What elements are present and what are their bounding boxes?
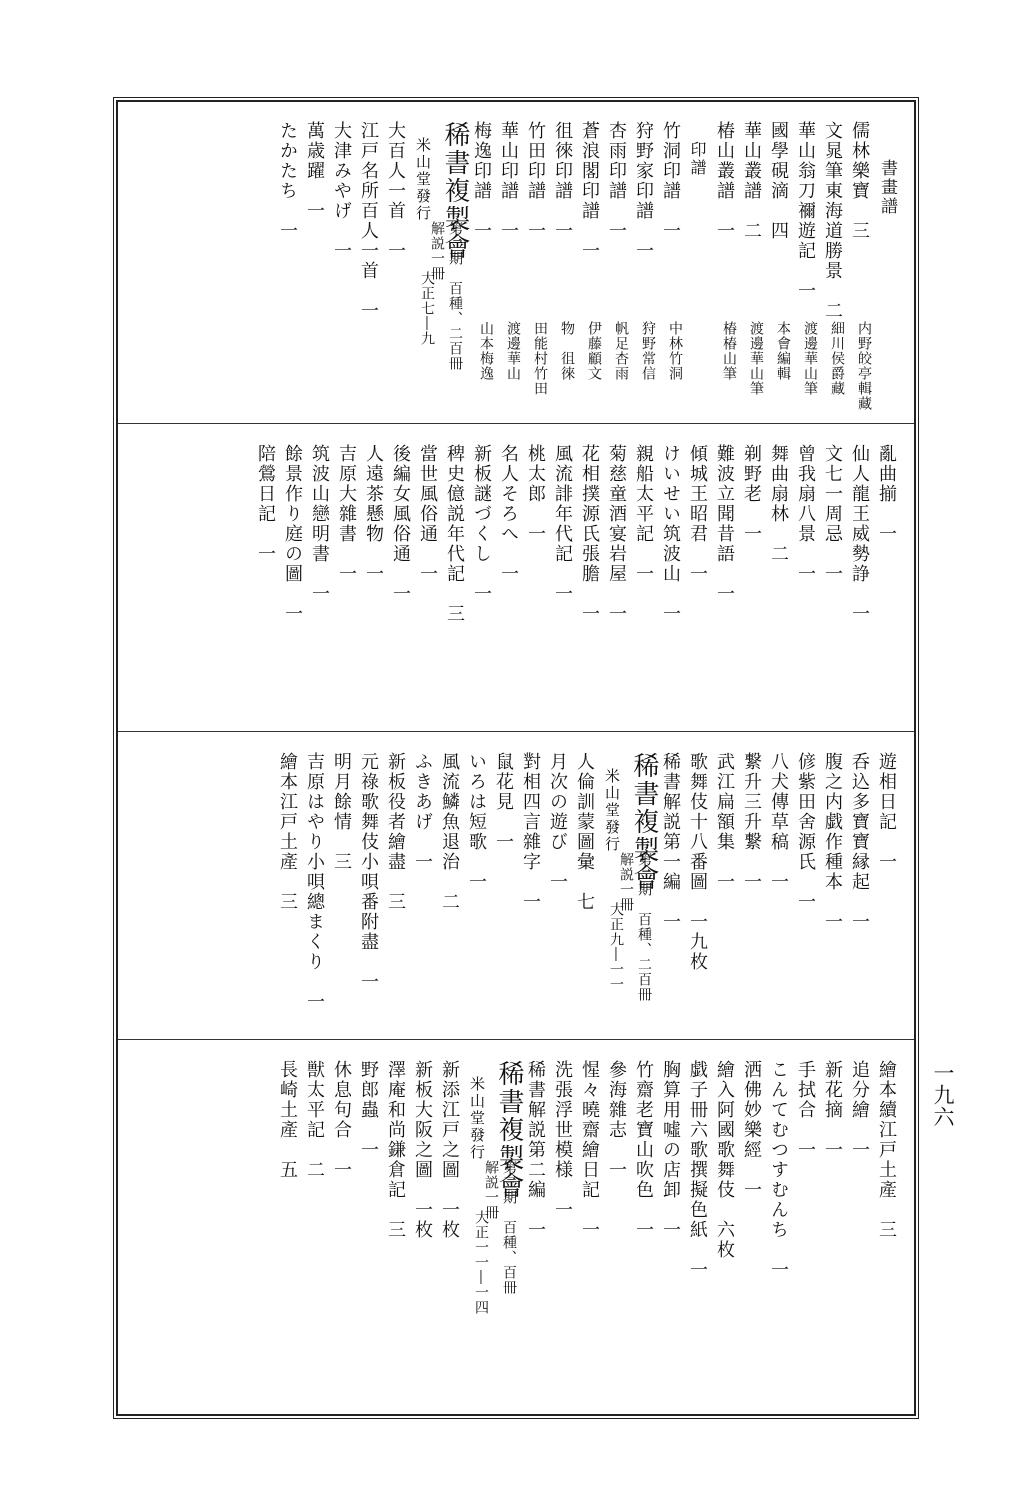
entry-title: 追分繪 一 (849, 1060, 870, 1160)
entry-title: 風流誹年代記 一 (552, 444, 573, 604)
entry-title: 遊相日記 一 (876, 752, 897, 872)
entry-annotation: 渡邊華山 (505, 321, 521, 381)
entry-title: 繋升三升繋 一 (741, 752, 762, 892)
entry-title: 文晁筆東海道勝景 二 (822, 121, 843, 321)
entry-title: 華山印譜 一 (498, 121, 519, 241)
catalog-entry (522, 121, 549, 411)
entry-title: 戯子冊六歌撰擬色紙 一 (687, 1060, 708, 1280)
entry-title: 書畫譜 (877, 159, 897, 216)
catalog-entry (846, 752, 873, 1042)
entry-title: 稀書複製會 (494, 1060, 524, 1200)
catalog-entry (630, 1060, 657, 1350)
catalog-entry (846, 121, 873, 411)
catalog-entry (765, 444, 792, 734)
entry-title: 偐紫田舍源氏 一 (795, 752, 816, 912)
series-title (483, 1060, 524, 1350)
catalog-entry (301, 1060, 328, 1350)
catalog-entry (274, 121, 301, 411)
catalog-entry (301, 121, 328, 411)
catalog-entry (819, 1060, 846, 1350)
publisher-line (598, 752, 625, 1042)
catalog-section-2 (118, 426, 914, 730)
entry-annotation: 大正七―九 (419, 271, 435, 346)
catalog-entry (657, 752, 684, 1042)
catalog-entry (382, 752, 409, 1042)
entry-title: 獣太平記 二 (304, 1060, 325, 1180)
catalog-section-1 (118, 103, 914, 421)
entry-title: 江戸名所百人一首 一 (358, 121, 379, 321)
entry-title: 野郎蟲 一 (358, 1060, 379, 1160)
entry-title: 杏雨印譜 一 (606, 121, 627, 241)
catalog-entry (792, 121, 819, 411)
catalog-entry (711, 444, 738, 734)
entry-annotation: 渡邊華山筆 (748, 321, 764, 396)
catalog-entry (738, 444, 765, 734)
catalog-entry (279, 444, 306, 734)
catalog-entry (846, 1060, 873, 1350)
catalog-entry (382, 1060, 409, 1350)
catalog-entry (549, 1060, 576, 1350)
catalog-entry (576, 121, 603, 411)
catalog-entry (463, 752, 490, 1042)
catalog-entry (495, 121, 522, 411)
entry-title: 胸算用噓の店卸 一 (660, 1060, 681, 1240)
entry-annotation: 大正一一―一四 (473, 1210, 489, 1315)
entry-title: 桃太郎 一 (525, 444, 546, 544)
entry-title: 米山堂發行 (414, 137, 432, 222)
entry-title: 梅逸印譜 一 (471, 121, 492, 241)
entry-title: 月次の遊び 一 (547, 752, 568, 892)
catalog-entry (333, 444, 360, 734)
catalog-entry (355, 752, 382, 1042)
entry-title: 竹洞印譜 一 (660, 121, 681, 241)
entry-title: 印譜 (688, 141, 707, 177)
catalog-entry (603, 1060, 630, 1350)
entry-title: 洒佛妙樂經 一 (741, 1060, 762, 1200)
catalog-entry (355, 121, 382, 411)
entry-title: 武江扁額集 一 (714, 752, 735, 892)
catalog-entry (490, 752, 517, 1042)
catalog-entry (436, 1060, 463, 1350)
catalog-entry (603, 121, 630, 411)
publisher-line (409, 121, 436, 411)
entry-annotation: 第二期 百種、二百冊 解説一冊 (618, 852, 652, 1002)
entry-title: 手拭合 一 (795, 1060, 816, 1160)
catalog-entry (549, 121, 576, 411)
entry-title: 傾城王昭君 一 (687, 444, 708, 584)
catalog-entry (549, 444, 576, 734)
entry-title: 稀書解説第二編 一 (525, 1060, 546, 1240)
catalog-entry (765, 1060, 792, 1350)
catalog-entry (792, 752, 819, 1042)
entry-title: 親船太平記 一 (633, 444, 654, 584)
catalog-entry (355, 1060, 382, 1350)
catalog-entry (301, 752, 328, 1042)
entry-title: 名人そろへ 一 (498, 444, 519, 584)
catalog-entry (684, 752, 711, 1042)
entry-title: 腹之内戯作種本 一 (822, 752, 843, 932)
catalog-entry (630, 444, 657, 734)
catalog-entry (274, 1060, 301, 1350)
entry-annotation: 第一期 百種、二百冊 解説一冊 (429, 221, 463, 371)
entry-title: 文七一周忌 一 (822, 444, 843, 584)
category-heading (684, 121, 711, 411)
entry-title: 澤庵和尚鎌倉記 三 (385, 1060, 406, 1240)
entry-title: たかたち 一 (277, 121, 298, 241)
entry-title: 曾我扇八景 一 (795, 444, 816, 584)
catalog-entry (517, 752, 544, 1042)
entry-title: 華山叢譜 二 (741, 121, 762, 241)
entry-title: 萬歳躍 一 (304, 121, 325, 221)
entry-title: 儒林樂寶 三 (849, 121, 870, 241)
entry-title: 仙人龍王威勢諍 一 (849, 444, 870, 624)
catalog-entry (306, 444, 333, 734)
entry-annotation: 内野皎亭輯藏 (856, 321, 872, 411)
entry-title: ふきあげ 一 (412, 752, 433, 872)
page-number: 一九六 (931, 1062, 955, 1128)
catalog-entry (819, 121, 846, 411)
entry-title: 竹齋老寶山吹色 一 (633, 1060, 654, 1240)
entry-title: 華山翁刀禰遊記 一 (795, 121, 816, 301)
entry-title: 稀書複製會 (629, 752, 659, 892)
entry-title: 徂徠印譜 一 (552, 121, 573, 241)
entry-title: 吉原大雜書 一 (336, 444, 357, 584)
entry-annotation: 渡邊華山筆 (802, 321, 818, 396)
catalog-entry (576, 1060, 603, 1350)
entry-title: 新板大阪之圖 一枚 (412, 1060, 433, 1240)
entry-title: 鼠花見 一 (493, 752, 514, 852)
catalog-entry (738, 121, 765, 411)
catalog-entry (571, 752, 598, 1042)
entry-title: 洗張浮世模様 一 (552, 1060, 573, 1220)
catalog-entry (576, 444, 603, 734)
catalog-entry (873, 444, 900, 734)
catalog-entry (657, 1060, 684, 1350)
catalog-entry (328, 1060, 355, 1350)
entry-title: 舞曲扇林 二 (768, 444, 789, 564)
entry-title: 筑波山戀明書 一 (309, 444, 330, 604)
catalog-entry (414, 444, 441, 734)
entry-title: 稀書解説第一編 一 (660, 752, 681, 932)
catalog-entry (684, 1060, 711, 1350)
entry-title: 新花摘 一 (822, 1060, 843, 1160)
catalog-entry (873, 1060, 900, 1350)
catalog-section-3 (118, 734, 914, 1038)
entry-title: 新板役者繪盡 三 (385, 752, 406, 912)
catalog-entry (738, 752, 765, 1042)
entry-title: 參海雜志 一 (606, 1060, 627, 1180)
catalog-entry (711, 1060, 738, 1350)
section-divider (118, 423, 914, 424)
catalog-entry (765, 752, 792, 1042)
entry-annotation: 伊藤顧文 (586, 321, 602, 381)
entry-title: 國學硯滴 四 (768, 121, 789, 241)
entry-title: 稀書複製會 (440, 121, 470, 261)
entry-title: 新板謎づくし 一 (471, 444, 492, 604)
catalog-entry (387, 444, 414, 734)
catalog-entry (846, 444, 873, 734)
entry-title: 八犬傳草稿 一 (768, 752, 789, 892)
entry-annotation: 本會編輯 (775, 321, 791, 381)
entry-title: 人遠茶懸物 一 (363, 444, 384, 584)
entry-annotation: 田能村竹田 (532, 321, 548, 396)
entry-title: いろは短歌 一 (466, 752, 487, 892)
entry-title: 菊慈童酒宴岩屋 一 (606, 444, 627, 624)
catalog-entry (495, 444, 522, 734)
entry-title: 休息句合 一 (331, 1060, 352, 1180)
entry-title: 餘景作り庭の圖 一 (282, 444, 303, 624)
catalog-entry (765, 121, 792, 411)
entry-annotation: 大正九―一一 (608, 902, 624, 992)
entry-title: 剃野老 一 (741, 444, 762, 544)
entry-title: 花相撲源氏張膽 一 (579, 444, 600, 624)
entry-title: 歌舞伎十八番圖 一九枚 (687, 752, 708, 972)
entry-annotation: 山本梅逸 (478, 321, 494, 381)
catalog-entry (328, 752, 355, 1042)
entry-annotation: 狩野常信 (640, 321, 656, 381)
entry-title: 對相四言雜字 一 (520, 752, 541, 912)
entry-title: 繪本續江戸土產 三 (876, 1060, 897, 1240)
entry-title: 難波立聞昔語 一 (714, 444, 735, 604)
entry-title: 人倫訓蒙圖彙 七 (574, 752, 595, 912)
catalog-entry (819, 752, 846, 1042)
entry-title: こんてむつすむんち 一 (768, 1060, 789, 1280)
entry-title: 狩野家印譜 一 (633, 121, 654, 261)
entry-title: 椿山叢譜 一 (714, 121, 735, 241)
catalog-entry (657, 121, 684, 411)
catalog-entry (684, 444, 711, 734)
entry-title: 竹田印譜 一 (525, 121, 546, 241)
entry-title: 大百人一首 一 (385, 121, 406, 261)
catalog-entry (711, 752, 738, 1042)
catalog-entry (522, 1060, 549, 1350)
catalog-entry (468, 121, 495, 411)
catalog-entry (544, 752, 571, 1042)
catalog-entry (409, 1060, 436, 1350)
entry-title: 明月餘情 三 (331, 752, 352, 872)
entry-title: 風流鱗魚退治 二 (439, 752, 460, 912)
entry-title: 陪鶯日記 一 (255, 444, 276, 564)
entry-title: 惺々曉齋繪日記 一 (579, 1060, 600, 1240)
series-title (429, 121, 470, 411)
catalog-entry (441, 444, 468, 734)
catalog-entry (711, 121, 738, 411)
entry-annotation: 帆足杏雨 (613, 321, 629, 381)
entry-title: 米山堂發行 (468, 1076, 486, 1161)
category-heading (873, 121, 900, 411)
entry-annotation: 第三期 百種、百冊 解説一冊 (483, 1160, 517, 1295)
series-title (618, 752, 659, 1042)
entry-title: 繪入阿國歌舞伎 六枚 (714, 1060, 735, 1260)
catalog-entry (630, 121, 657, 411)
catalog-entry (328, 121, 355, 411)
publisher-line (463, 1060, 490, 1350)
catalog-entry (382, 121, 409, 411)
entry-title: 吉原はやり小唄總まくり 一 (304, 752, 325, 1012)
entry-title: 稗史億説年代記 三 (444, 444, 465, 624)
catalog-entry (873, 752, 900, 1042)
catalog-entry (657, 444, 684, 734)
entry-title: 繪本江戸土產 三 (277, 752, 298, 912)
catalog-entry (468, 444, 495, 734)
catalog-entry (409, 752, 436, 1042)
catalog-entry (792, 1060, 819, 1350)
catalog-entry (436, 752, 463, 1042)
catalog-entry (252, 444, 279, 734)
catalog-entry (819, 444, 846, 734)
catalog-entry (360, 444, 387, 734)
entry-title: 新添江戸之圖 一枚 (439, 1060, 460, 1240)
catalog-section-4 (118, 1042, 914, 1414)
entry-title: 亂曲揃 一 (876, 444, 897, 544)
entry-title: 大津みやげ 一 (331, 121, 352, 261)
entry-title: けいせい筑波山 一 (660, 444, 681, 624)
entry-title: 長崎土產 五 (277, 1060, 298, 1180)
entry-title: 蒼浪閣印譜 一 (579, 121, 600, 261)
catalog-entry (603, 444, 630, 734)
catalog-entry (738, 1060, 765, 1350)
catalog-entry (522, 444, 549, 734)
entry-title: 呑込多寶寶縁起 一 (849, 752, 870, 932)
entry-annotation: 細川侯爵藏 (829, 321, 845, 396)
entry-annotation: 中林竹洞 (667, 321, 683, 381)
catalog-entry (792, 444, 819, 734)
entry-title: 當世風俗通 一 (417, 444, 438, 584)
entry-annotation: 椿椿山筆 (721, 321, 737, 381)
entry-title: 米山堂發行 (603, 768, 621, 853)
entry-annotation: 物 徂徠 (559, 321, 575, 381)
entry-title: 後編女風俗通 一 (390, 444, 411, 604)
catalog-entry (274, 752, 301, 1042)
entry-title: 元祿歌舞伎小唄番附盡 一 (358, 752, 379, 992)
